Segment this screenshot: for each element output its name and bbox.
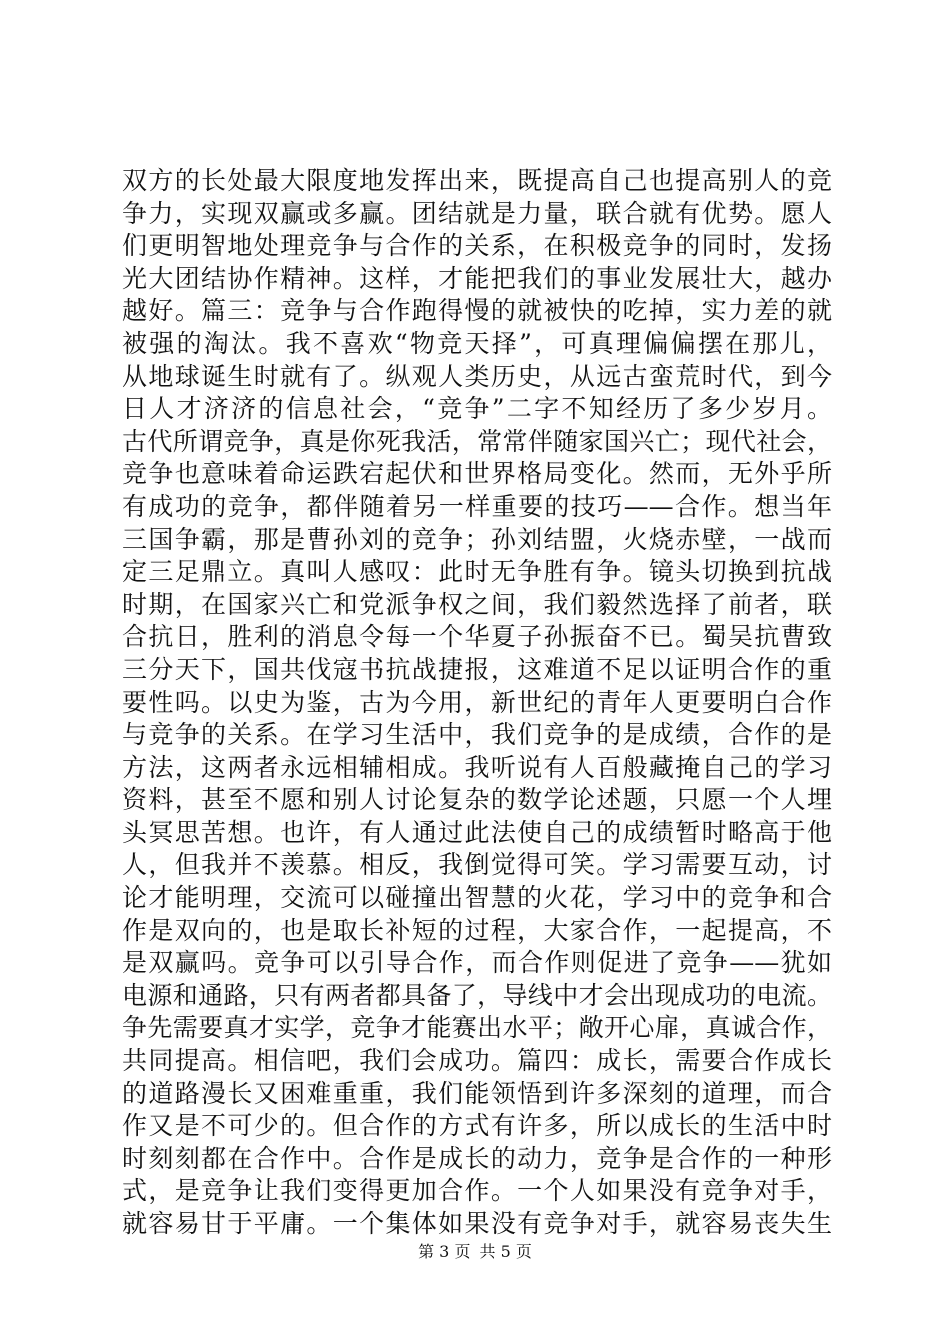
- text-line: 论才能明理，交流可以碰撞出智慧的火花，学习中的竞争和合: [122, 883, 832, 913]
- text-line: 作是双向的，也是取长补短的过程，大家合作，一起提高，不: [122, 915, 832, 945]
- text-line: 日人才济济的信息社会，“竞争”二字不知经历了多少岁月。: [122, 394, 832, 424]
- page-total: 共 5 页: [479, 1242, 532, 1261]
- text-line: 们更明智地处理竞争与合作的关系，在积极竞争的同时，发扬: [122, 231, 832, 261]
- text-line: 方法，这两者永远相辅相成。我听说有人百般藏掩自己的学习: [122, 752, 832, 782]
- text-line: 合抗日，胜利的消息令每一个华夏子孙振奋不已。蜀吴抗曹致: [122, 622, 832, 652]
- text-line: 与竞争的关系。在学习生活中，我们竞争的是成绩，合作的是: [122, 720, 832, 750]
- text-line: 三国争霸，那是曹孙刘的竞争；孙刘结盟，火烧赤壁，一战而: [122, 524, 832, 554]
- text-line: 要性吗。以史为鉴，古为今用，新世纪的青年人更要明白合作: [122, 687, 832, 717]
- text-line: 定三足鼎立。真叫人感叹：此时无争胜有争。镜头切换到抗战: [122, 557, 832, 587]
- text-line: 双方的长处最大限度地发挥出来，既提高自己也提高别人的竞: [122, 166, 832, 195]
- text-line: 有成功的竞争，都伴随着另一样重要的技巧——合作。想当年: [122, 491, 832, 521]
- text-line: 争先需要真才实学，竞争才能赛出水平；敞开心扉，真诚合作，: [122, 1013, 832, 1043]
- text-line: 争力，实现双赢或多赢。团结就是力量，联合就有优势。愿人: [122, 198, 832, 228]
- text-line: 三分天下，国共伐寇书抗战捷报，这难道不足以证明合作的重: [122, 654, 832, 684]
- text-line: 作又是不可少的。但合作的方式有许多，所以成长的生活中时: [122, 1111, 832, 1141]
- page-number: 第 3 页: [418, 1242, 471, 1261]
- text-line: 人，但我并不羡慕。相反，我倒觉得可笑。学习需要互动，讨: [122, 850, 832, 880]
- text-line: 时期，在国家兴亡和党派争权之间，我们毅然选择了前者，联: [122, 589, 832, 619]
- text-line: 电源和通路，只有两者都具备了，导线中才会出现成功的电流。: [122, 980, 832, 1010]
- text-line: 共同提高。相信吧，我们会成功。篇四：成长，需要合作成长: [122, 1046, 832, 1076]
- page-footer: [0, 1242, 950, 1262]
- text-line: 光大团结协作精神。这样，才能把我们的事业发展壮大，越办: [122, 263, 832, 293]
- text-line: 资料，甚至不愿和别人讨论复杂的数学论述题，只愿一个人埋: [122, 785, 832, 815]
- text-line: 的道路漫长又困难重重，我们能领悟到许多深刻的道理，而合: [122, 1078, 832, 1108]
- text-line: 被强的淘汰。我不喜欢“物竞天择”，可真理偏偏摆在那儿，: [122, 328, 832, 358]
- text-line: 是双赢吗。竞争可以引导合作，而合作则促进了竞争——犹如: [122, 948, 832, 978]
- text-line: 古代所谓竞争，真是你死我活，常常伴随家国兴亡；现代社会，: [122, 426, 832, 456]
- text-line: 头冥思苦想。也许，有人通过此法使自己的成绩暂时略高于他: [122, 817, 832, 847]
- text-line: 时刻刻都在合作中。合作是成长的动力，竞争是合作的一种形: [122, 1143, 832, 1173]
- text-line: 越好。篇三：竞争与合作跑得慢的就被快的吃掉，实力差的就: [122, 296, 832, 326]
- text-line: 竞争也意味着命运跌宕起伏和世界格局变化。然而，无外乎所: [122, 459, 832, 489]
- text-line: 从地球诞生时就有了。纵观人类历史，从远古蛮荒时代，到今: [122, 361, 832, 391]
- text-line: 式，是竞争让我们变得更加合作。一个人如果没有竞争对手，: [122, 1176, 832, 1206]
- text-line: 就容易甘于平庸。一个集体如果没有竞争对手，就容易丧失生: [122, 1209, 832, 1238]
- body-text: [122, 165, 832, 1241]
